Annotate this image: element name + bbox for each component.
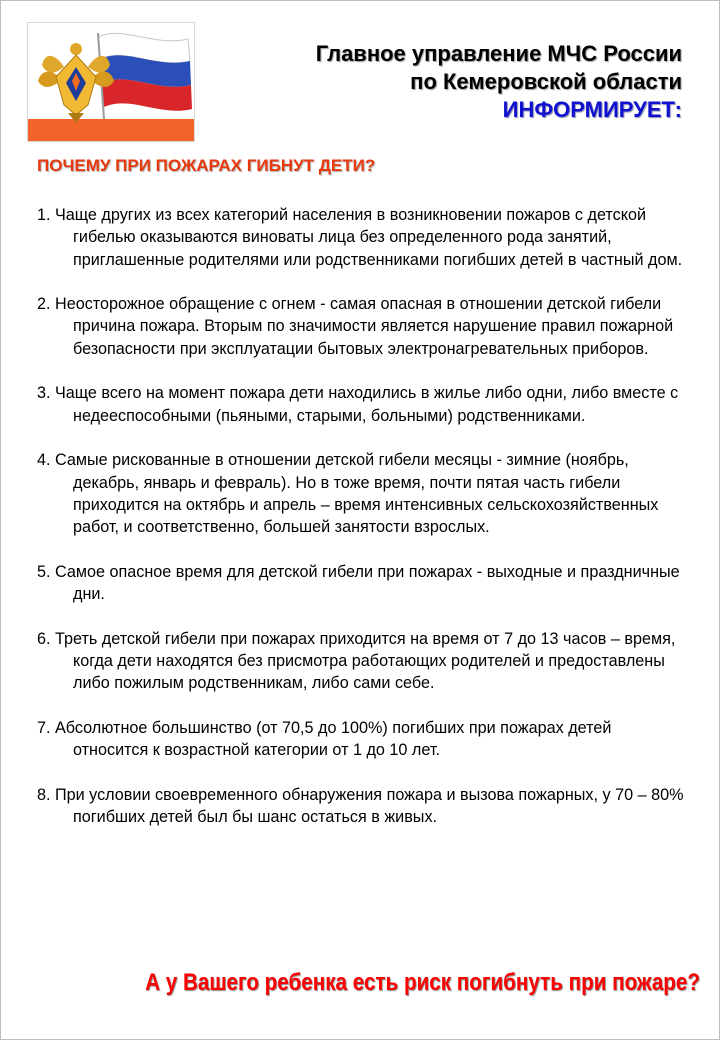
list-item: 4. Самые рискованные в отношении детской гибели месяцы - зимние (ноябрь, декабрь, январь и февраль). Но в тоже время, почти пятая часть гибели приходится на октябрь и апрель – время интенсивных сельскохозяйственных работ, и соответственно, большей занятости взрослых.	[37, 451, 659, 537]
list-item: 8. При условии своевременного обнаружения пожара и вызова пожарных, у 70 – 80% погибших детей был бы шанс остаться в живых.	[37, 785, 684, 827]
list-item: 5. Самое опасное время для детской гибели при пожарах - выходные и праздничные дни.	[37, 562, 680, 604]
reasons-list	[37, 204, 687, 851]
list-item: 7. Абсолютное большинство (от 70,5 до 100%) погибших при пожарах детей относится к возрастной категории от 1 до 10 лет.	[37, 718, 612, 760]
header	[316, 40, 682, 124]
list-item: 1. Чаще других из всех категорий населения в возникновении пожаров с детской гибелью оказываются виноваты лица без определенного рода занятий, приглашенные родителями или родственниками погибших детей в частный дом.	[37, 206, 683, 269]
header-organization: Главное управление МЧС России	[315, 41, 682, 66]
list-item: 6. Треть детской гибели при пожарах приходится на время от 7 до 13 часов – время, когда дети находятся без присмотра работающих родителей и предоставлены либо пожилым родственникам, либо сами себе.	[37, 629, 676, 693]
mchs-emblem-with-russian-flag-icon	[27, 22, 195, 142]
list-item: 3. Чаще всего на момент пожара дети находились в жилье либо одни, либо вместе с недееспособными (пьяными, старыми, больными) родственниками.	[37, 384, 679, 425]
list-item: 2. Неосторожное обращение с огнем - самая опасная в отношении детской гибели причина пожара. Вторым по значимости является нарушение правил пожарной безопасности при эксплуатации бытовых электронагревательных приборов.	[37, 295, 674, 358]
header-region: по Кемеровской области	[410, 69, 682, 94]
risk-question: А у Вашего ребенка есть риск погибнуть при пожаре?	[145, 969, 700, 996]
page-title: ПОЧЕМУ ПРИ ПОЖАРАХ ГИБНУТ ДЕТИ?	[37, 156, 376, 175]
header-informs: ИНФОРМИРУЕТ:	[502, 97, 682, 122]
